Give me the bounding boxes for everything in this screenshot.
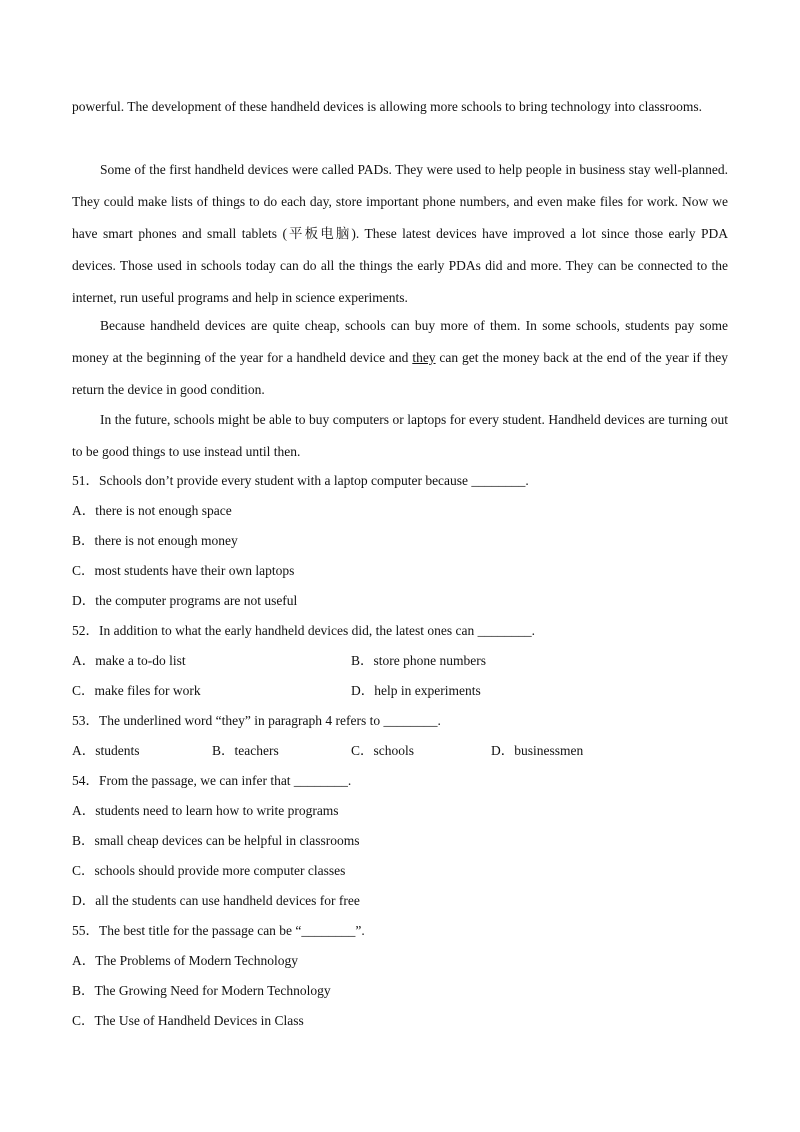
question-54-option-d[interactable]: D．all the students can use handheld devices for free [72,893,360,908]
passage-paragraph-2: Some of the first handheld devices were called PADs. They were used to help people in business stay well-planned. They could make lists of things to do each day, store important phone numbers, and even make files for work. Now we have smart phones and small tablets (平板电脑). These latest devices have improved a lot since those early PDA devices. Those used in schools today can do all the things the early PDAs did and more. They can be connected to the internet, run useful programs and help in science experiments. [72,162,728,305]
passage-paragraph-1: powerful. The development of these handheld devices is allowing more schools to bring technology into classrooms. [72,99,702,114]
paragraph-3-text-before: Because handheld devices are quite cheap, schools can buy more of them. In some schools, students pay some money at the beginning of the year for a handheld device and [72,318,728,365]
question-55-option-a[interactable]: A．The Problems of Modern Technology [72,953,299,968]
question-53-option-b[interactable]: B．teachers [212,743,279,758]
question-52-option-b[interactable]: B．store phone numbers [351,653,486,668]
question-53-option-d[interactable]: D．businessmen [491,743,584,758]
question-52-option-a[interactable]: A．make a to-do list [72,653,186,668]
question-51-option-d[interactable]: D．the computer programs are not useful [72,593,298,608]
question-52-option-d[interactable]: D．help in experiments [351,683,481,698]
question-52-stem: 52．In addition to what the early handheld devices did, the latest ones can ________. [72,623,536,638]
question-55-option-b[interactable]: B．The Growing Need for Modern Technology [72,983,331,998]
question-54-stem: 54．From the passage, we can infer that ________. [72,773,352,788]
passage-paragraph-3 [72,310,728,406]
question-51-option-b[interactable]: B．there is not enough money [72,533,238,548]
question-54-option-b[interactable]: B．small cheap devices can be helpful in classrooms [72,833,360,848]
question-51-stem: 51．Schools don’t provide every student with a laptop computer because ________. [72,473,529,488]
question-55-stem: 55．The best title for the passage can be “________”. [72,923,365,938]
underlined-word-they: they [412,350,436,365]
question-51-option-c[interactable]: C．most students have their own laptops [72,563,295,578]
question-53-option-c[interactable]: C．schools [351,743,415,758]
passage-paragraph-4: In the future, schools might be able to buy computers or laptops for every student. Handheld devices are turning out to be good things to use instead until then. [72,412,728,459]
question-54-option-c[interactable]: C．schools should provide more computer classes [72,863,346,878]
question-53-stem: 53．The underlined word “they” in paragraph 4 refers to ________. [72,713,441,728]
question-53-option-a[interactable]: A．students [72,743,140,758]
question-52-option-c[interactable]: C．make files for work [72,683,201,698]
question-55-option-c[interactable]: C．The Use of Handheld Devices in Class [72,1013,304,1028]
question-51-option-a[interactable]: A．there is not enough space [72,503,232,518]
question-54-option-a[interactable]: A．students need to learn how to write programs [72,803,339,818]
paragraph-3-text-after: can get the money back at the end of the year if they return the device in good condition. [72,350,728,397]
